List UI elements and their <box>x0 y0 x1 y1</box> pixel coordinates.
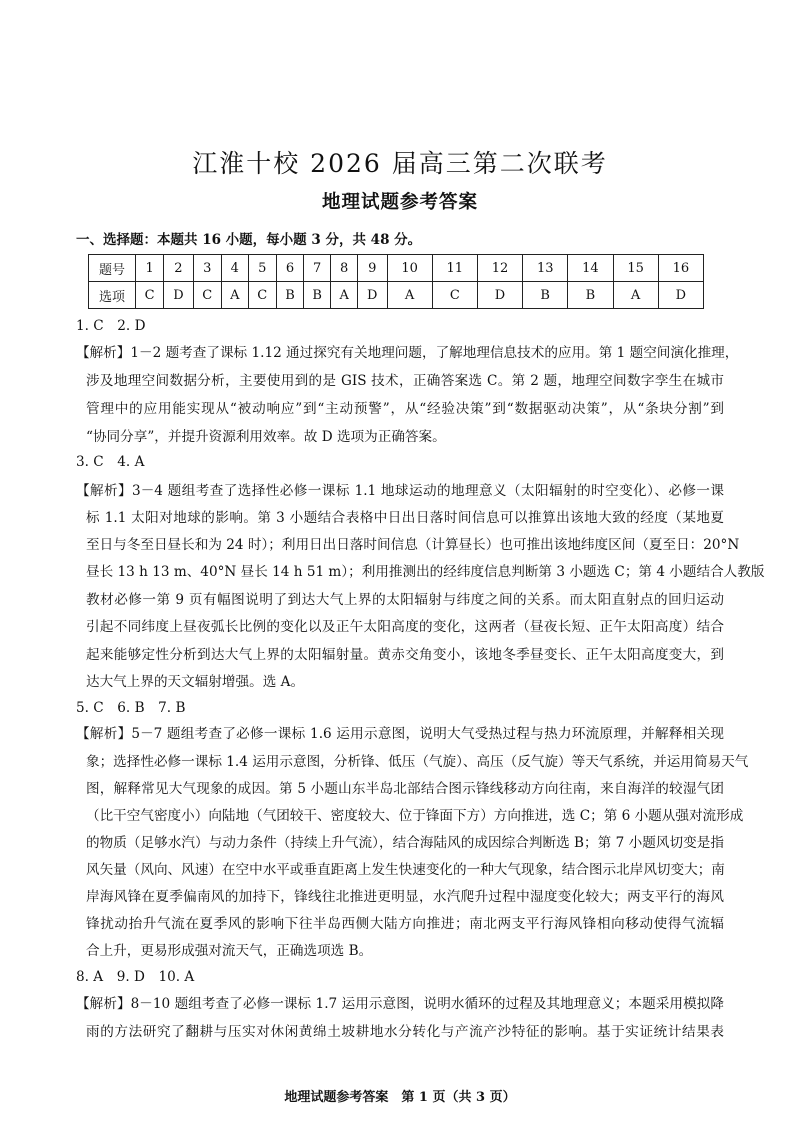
explanation-line: 岸海风锋在夏季偏南风的加持下，锋线往北推进更明显，水汽爬升过程中湿度变化较大；两支平行的海风 <box>86 889 724 905</box>
explanation-line: 教材必修一第 9 页有幅图说明了到达大气上界的太阳辐射与纬度之间的关系。而太阳直射点的回归运动 <box>86 592 724 608</box>
row-label-number: 题号 <box>89 255 136 282</box>
explanation-line: 合上升，更易形成强对流天气，正确选项选 B。 <box>86 943 373 959</box>
question-number-cell: 3 <box>193 255 221 282</box>
answer-table-number-row <box>89 255 704 282</box>
explanation-line: 引起不同纬度上昼夜弧长比例的变化以及正午太阳高度的变化，这两者（昼夜长短、正午太阳高度）结合 <box>86 619 724 635</box>
question-number-cell: 15 <box>613 255 658 282</box>
question-number-cell: 13 <box>523 255 568 282</box>
question-number-cell: 5 <box>248 255 276 282</box>
section-heading: 一、选择题：本题共 16 小题，每小题 3 分，共 48 分。 <box>76 232 422 248</box>
question-number-cell: 6 <box>276 255 303 282</box>
answer-cell: D <box>358 282 387 309</box>
answer-line-q8-10: 8. A 9. D 10. A <box>76 969 195 985</box>
question-number-cell: 8 <box>331 255 358 282</box>
answer-line-q3-4: 3. C 4. A <box>76 454 145 470</box>
answer-cell: B <box>304 282 331 309</box>
answer-cell: A <box>221 282 248 309</box>
answer-line-q1-2: 1. C 2. D <box>76 318 146 334</box>
answer-cell: C <box>248 282 276 309</box>
explanation-line: 达大气上界的天文辐射增强。选 A。 <box>86 674 305 690</box>
answer-cell: C <box>136 282 164 309</box>
explanation-line: 至日与冬至日昼长和为 24 时）；利用日出日落时间信息（计算昼长）也可推出该地纬度区间（夏至日：20°N <box>86 537 740 553</box>
answer-cell: A <box>387 282 432 309</box>
explanation-line: 风矢量（风向、风速）在空中水平或垂直距离上发生快速变化的一种大气现象，结合图示北岸风切变大；南 <box>86 862 725 878</box>
explanation-line: 涉及地理空间数据分析，主要使用到的是 GIS 技术，正确答案选 C。第 2 题，地理空间数字孪生在城市 <box>86 373 724 389</box>
answer-cell: B <box>276 282 303 309</box>
answer-line-q5-7: 5. C 6. B 7. B <box>76 700 186 716</box>
explanation-line: 【解析】3－4 题组考查了选择性必修一课标 1.1 地球运动的地理意义（太阳辐射的时空变化）、必修一课 <box>76 483 724 499</box>
answer-cell: C <box>193 282 221 309</box>
question-number-cell: 16 <box>658 255 703 282</box>
explanation-line: 的物质（足够水汽）与动力条件（持续上升气流），结合海陆风的成因综合判断选 B；第 7 小题风切变是指 <box>86 835 724 851</box>
explanation-line: 图，解释常见大气现象的成因。第 5 小题山东半岛北部结合图示锋线移动方向往南，来自海洋的较湿气团 <box>86 781 724 797</box>
row-label-answer: 选项 <box>89 282 136 309</box>
page-subtitle: 地理试题参考答案 <box>321 192 478 213</box>
question-number-cell: 11 <box>432 255 477 282</box>
explanation-line: （比干空气密度小）向陆地（气团较干、密度较大、位于锋面下方）方向推进，选 C；第 6 小题从强对流形成 <box>86 808 744 824</box>
question-number-cell: 14 <box>568 255 613 282</box>
answer-cell: D <box>658 282 703 309</box>
answer-table <box>88 254 704 309</box>
page-footer: 地理试题参考答案 第 1 页（共 3 页） <box>284 1090 516 1105</box>
answer-cell: D <box>164 282 193 309</box>
explanation-line: 【解析】1－2 题考查了课标 1.12 通过探究有关地理问题，了解地理信息技术的应用。第 1 题空间演化推理， <box>76 345 739 361</box>
question-number-cell: 10 <box>387 255 432 282</box>
answer-cell: B <box>523 282 568 309</box>
answer-cell: D <box>477 282 522 309</box>
answer-cell: A <box>331 282 358 309</box>
question-number-cell: 2 <box>164 255 193 282</box>
answer-cell: B <box>568 282 613 309</box>
explanation-line: 象；选择性必修一课标 1.4 运用示意图，分析锋、低压（气旋）、高压（反气旋）等天气系统，并运用简易天气 <box>86 754 749 770</box>
explanation-line: 昼长 13 h 13 m、40°N 昼长 14 h 51 m）；利用推测出的经纬度信息判断第 3 小题选 C；第 4 小题结合人教版 <box>86 564 765 580</box>
explanation-line: 管理中的应用能实现从“被动响应”到“主动预警”，从“经验决策”到“数据驱动决策”，从“条块分割”到 <box>86 401 724 417</box>
question-number-cell: 7 <box>304 255 331 282</box>
question-number-cell: 9 <box>358 255 387 282</box>
explanation-line: 标 1.1 太阳对地球的影响。第 3 小题结合表格中日出日落时间信息可以推算出该地大致的经度（某地夏 <box>86 510 724 526</box>
explanation-line: 锋扰动抬升气流在夏季风的影响下往半岛西侧大陆方向推进；南北两支平行海风锋相向移动使得气流辐 <box>86 916 724 932</box>
page-title: 江淮十校 2026 届高三第二次联考 <box>192 149 608 178</box>
answer-cell: A <box>613 282 658 309</box>
question-number-cell: 4 <box>221 255 248 282</box>
answer-cell: C <box>432 282 477 309</box>
explanation-line: 雨的方法研究了翻耕与压实对休闲黄绵土坡耕地水分转化与产流产沙特征的影响。基于实证统计结果表 <box>86 1024 724 1040</box>
explanation-line: 起来能够定性分析到达大气上界的太阳辐射量。黄赤交角变小，该地冬季昼变长、正午太阳高度变大，到 <box>86 647 724 663</box>
question-number-cell: 12 <box>477 255 522 282</box>
explanation-line: 【解析】5－7 题组考查了必修一课标 1.6 运用示意图，说明大气受热过程与热力环流原理，并解释相关现 <box>76 726 724 742</box>
explanation-line: “协同分享”，并提升资源利用效率。故 D 选项为正确答案。 <box>86 429 446 445</box>
question-number-cell: 1 <box>136 255 164 282</box>
explanation-line: 【解析】8－10 题组考查了必修一课标 1.7 运用示意图，说明水循环的过程及其地理意义；本题采用模拟降 <box>76 996 724 1012</box>
answer-table-answer-row <box>89 282 704 309</box>
